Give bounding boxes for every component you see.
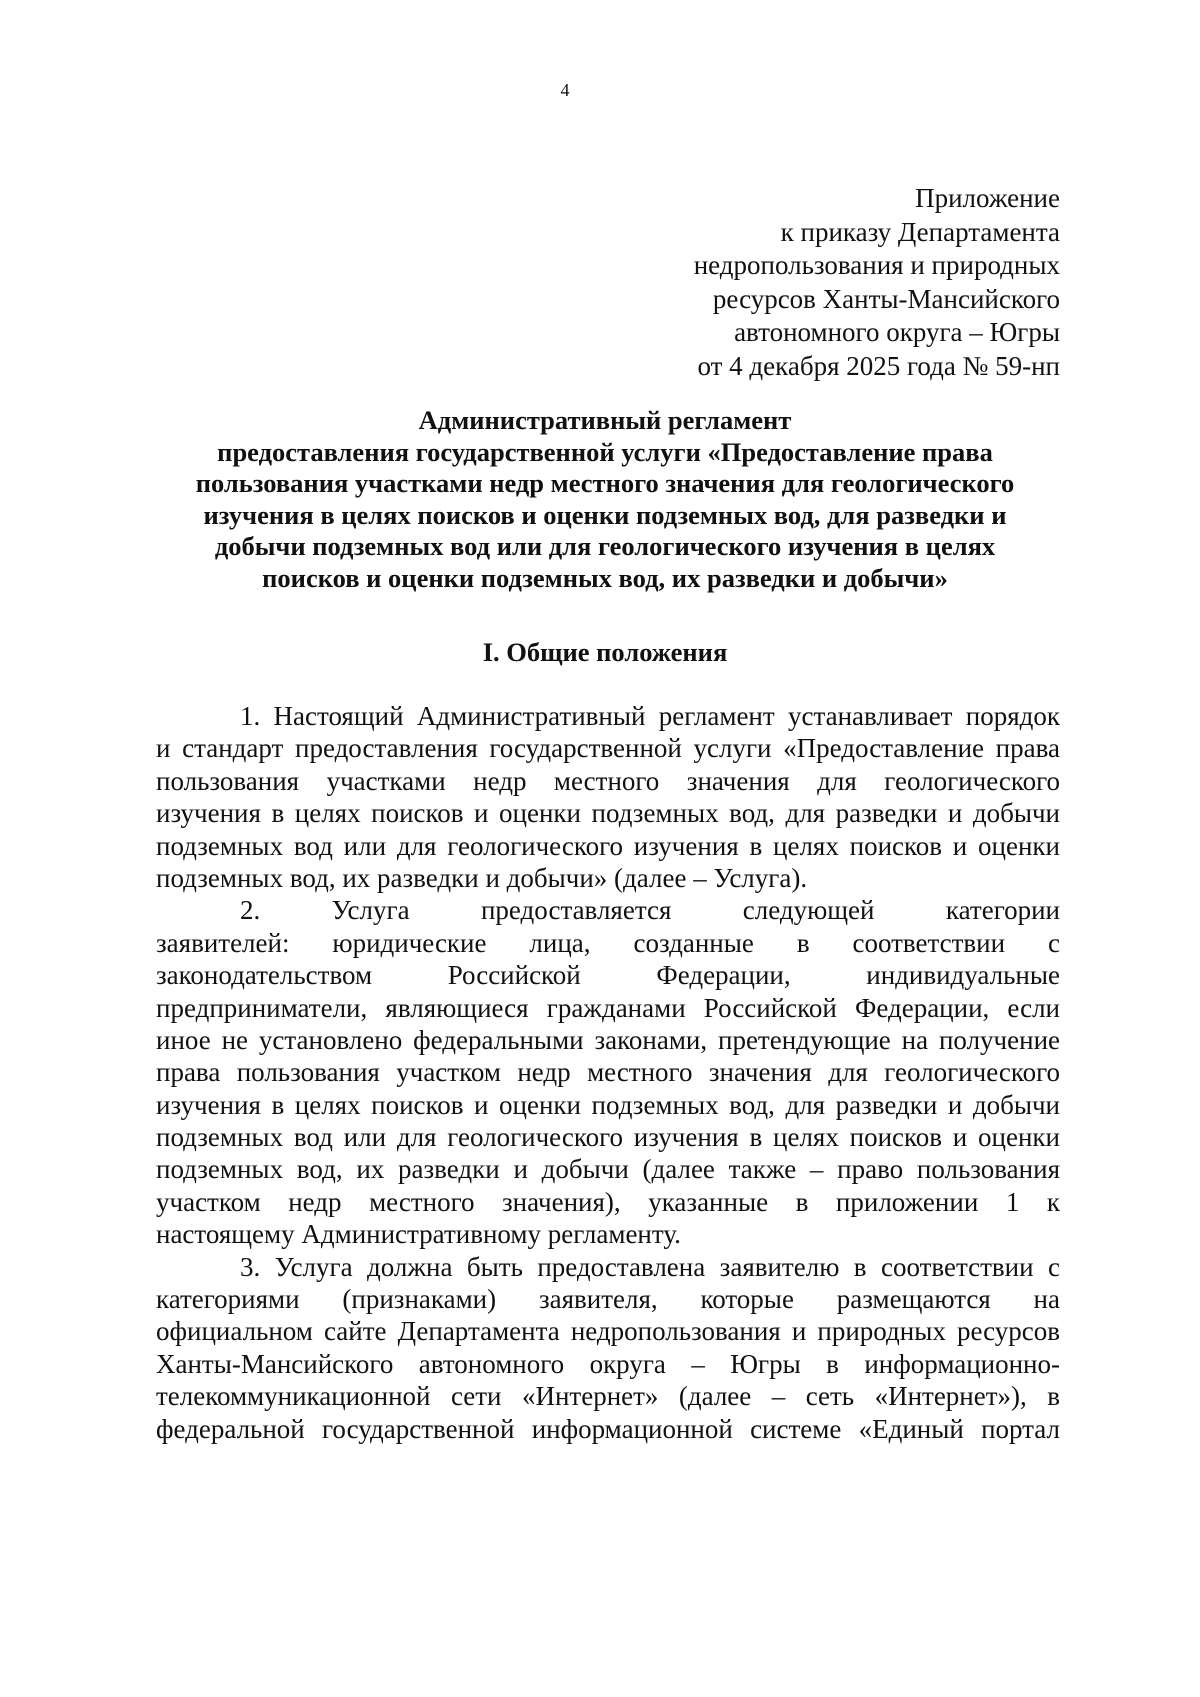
page-number: 4 (560, 80, 570, 100)
paragraph-1 (156, 700, 1060, 894)
text-line: федеральной государственной информационной системе «Единый портал (156, 1413, 1060, 1444)
text-line: подземных вод, их разведки и добычи» (далее – Услуга). (156, 862, 808, 893)
appendix-line: от 4 декабря 2025 года № 59-нп (697, 350, 1060, 381)
text-line: подземных вод или для геологического изучения в целях поисков и оценки (156, 1122, 1060, 1153)
text-line: Ханты-Мансийского автономного округа – Югры в информационно- (156, 1348, 1060, 1379)
text-line: категориями (признаками) заявителя, которые размещаются на (156, 1284, 1060, 1315)
text-line: и стандарт предоставления государственной услуги «Предоставление права (156, 733, 1060, 764)
text-line: настоящему Административному регламенту. (156, 1219, 681, 1250)
title-line: поисков и оценки подземных вод, их разведки и добычи» (262, 562, 948, 593)
appendix-header (500, 182, 1060, 383)
body-text (156, 700, 1060, 1445)
text-line: изучения в целях поисков и оценки подземных вод, для разведки и добычи (156, 798, 1060, 829)
appendix-line: ресурсов Ханты-Мансийского (712, 283, 1060, 314)
text-line: права пользования участком недр местного значения для геологического (156, 1057, 1060, 1088)
paragraph-3 (156, 1251, 1060, 1445)
title-line: предоставления государственной услуги «Предоставление права (217, 436, 993, 467)
text-line: пользования участками недр местного значения для геологического (156, 765, 1060, 796)
text-line: подземных вод или для геологического изучения в целях поисков и оценки (156, 830, 1060, 861)
text-line: подземных вод, их разведки и добычи (далее также – право пользования (156, 1154, 1060, 1185)
appendix-line: Приложение (915, 183, 1060, 213)
text-line: 1. Настоящий Административный регламент устанавливает порядок (240, 701, 1060, 731)
text-line: заявителей: юридические лица, созданные в соответствии с (156, 927, 1060, 958)
appendix-line: недропользования и природных (693, 250, 1060, 280)
text-line: иное не установлено федеральными законами, претендующие на получение (156, 1024, 1060, 1055)
title-line: изучения в целях поисков и оценки подземных вод, для разведки и (203, 499, 1007, 530)
section-heading: I. Общие положения (482, 637, 728, 667)
appendix-line: автономного округа – Югры (734, 317, 1060, 347)
text-line: предприниматели, являющиеся гражданами Российской Федерации, если (156, 992, 1060, 1023)
title-line: Административный регламент (418, 405, 792, 435)
document-title (150, 405, 1060, 594)
text-line: изучения в целях поисков и оценки подземных вод, для разведки и добычи (156, 1089, 1060, 1120)
text-line: 2. Услуга предоставляется следующей категории (240, 895, 1060, 926)
text-line: 3. Услуга должна быть предоставлена заявителю в соответствии с (240, 1251, 1060, 1282)
paragraph-2 (156, 894, 1060, 1250)
appendix-line: к приказу Департамента (780, 216, 1060, 247)
text-line: официальном сайте Департамента недропользования и природных ресурсов (156, 1316, 1060, 1347)
text-line: законодательством Российской Федерации, индивидуальные (156, 960, 1060, 991)
title-line: пользования участками недр местного значения для геологического (195, 468, 1015, 498)
text-line: участком недр местного значения), указанные в приложении 1 к (156, 1186, 1060, 1217)
text-line: телекоммуникационной сети «Интернет» (далее – сеть «Интернет»), в (156, 1381, 1060, 1412)
title-line: добычи подземных вод или для геологического изучения в целях (214, 531, 996, 561)
